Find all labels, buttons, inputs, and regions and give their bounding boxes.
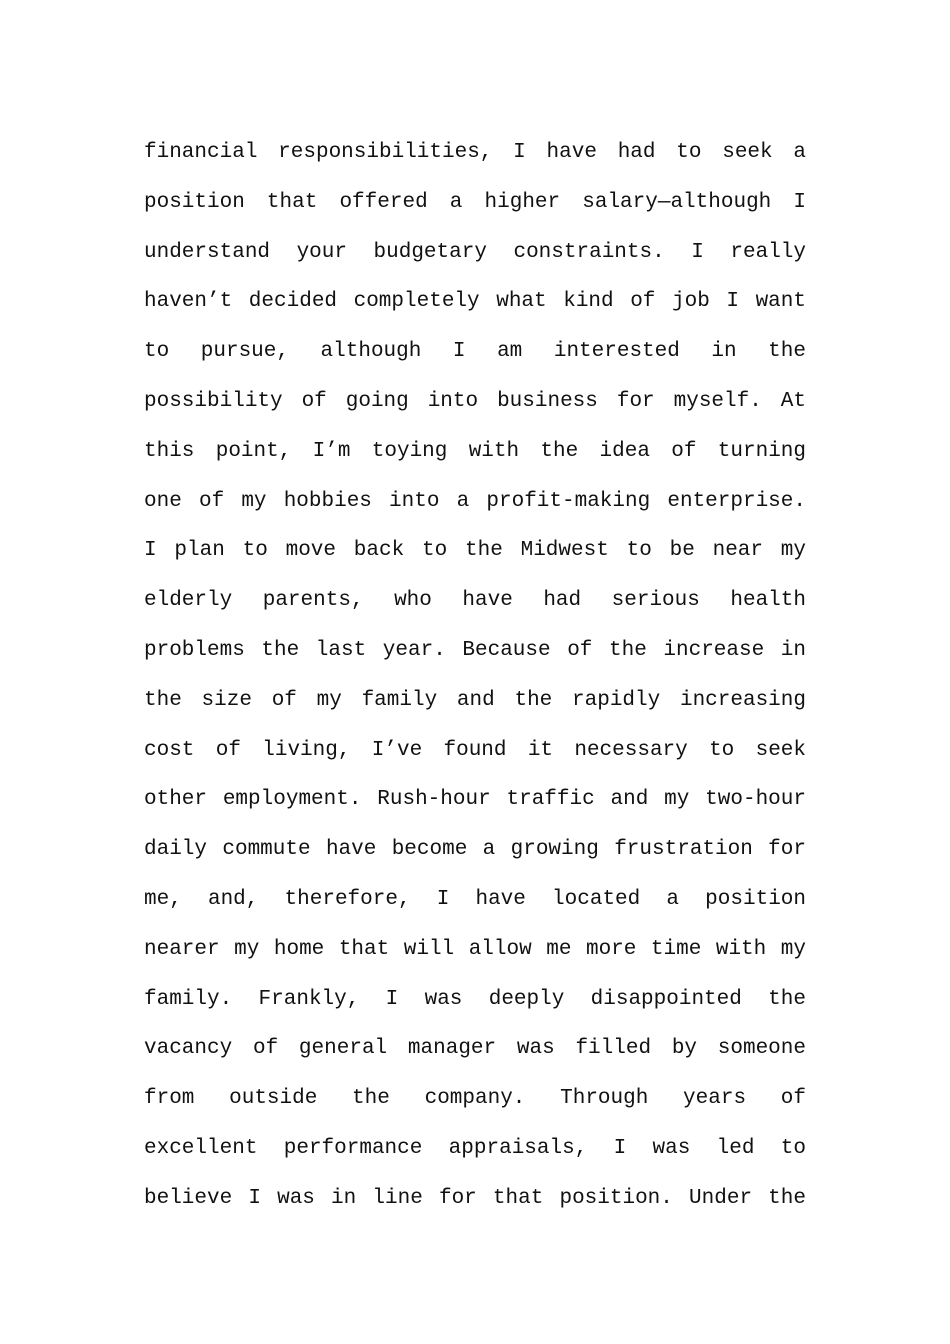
text-line: family. Frankly, I was deeply disappointed the [144,987,806,1011]
text-line: from outside the company. Through years of [144,1087,806,1111]
text-line: the size of my family and the rapidly increasing [144,688,806,712]
body-text [144,128,806,1224]
text-line: this point, I’m toying with the idea of turning [144,439,806,463]
text-line: understand your budgetary constraints. I really [144,240,806,264]
text-line: financial responsibilities, I have had to seek a [144,141,806,164]
text-line: to pursue, although I am interested in the [144,340,806,364]
text-line: believe I was in line for that position. Under the [144,1186,806,1210]
text-line: excellent performance appraisals, I was led to [144,1136,806,1160]
text-line: elderly parents, who have had serious health [144,589,806,613]
text-line: possibility of going into business for myself. At [144,389,806,413]
text-line: cost of living, I’ve found it necessary to seek [144,738,806,762]
text-line: daily commute have become a growing frustration for [144,838,806,862]
text-line: problems the last year. Because of the increase in [144,638,806,662]
text-line: other employment. Rush-hour traffic and my two-hour [144,788,806,812]
text-line: haven’t decided completely what kind of job I want [144,290,806,314]
text-line: vacancy of general manager was filled by someone [144,1037,806,1061]
text-line: one of my hobbies into a profit-making enterprise. [144,489,806,513]
text-line: I plan to move back to the Midwest to be near my [144,539,806,563]
text-line: nearer my home that will allow me more time with my [144,937,806,961]
text-line: position that offered a higher salary—although I [144,190,806,214]
text-line: me, and, therefore, I have located a position [144,887,806,911]
